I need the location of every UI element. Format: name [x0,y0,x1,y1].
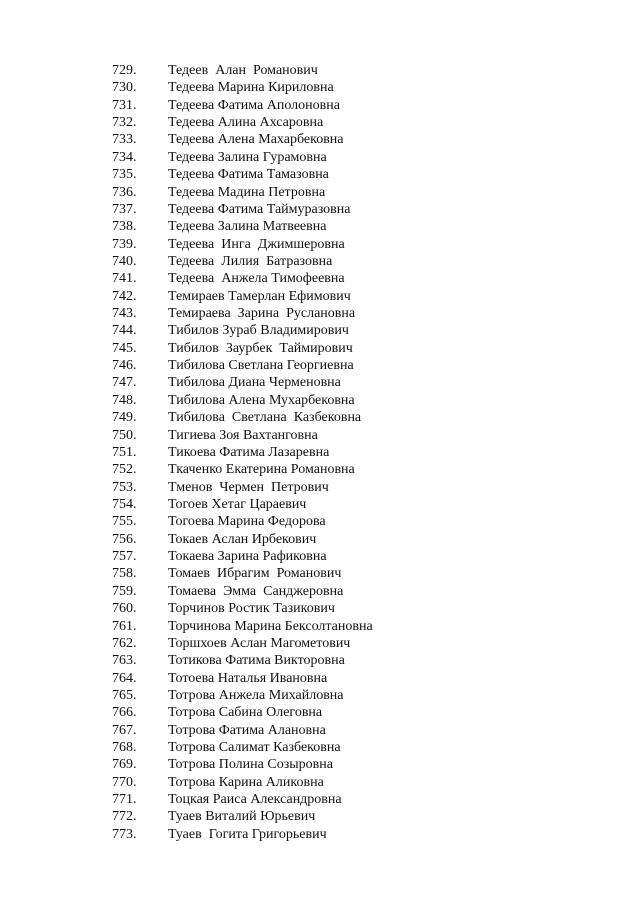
list-item-number: 729. [112,63,137,78]
list-item-name: Токаев Аслан Ирбекович [168,531,317,547]
list-item-name: Ткаченко Екатерина Романовна [168,462,355,478]
list-item-number: 734. [112,149,137,165]
list-item [0,774,640,791]
list-item-number: 739. [112,236,137,252]
list-item-name: Тедеева Залина Матвеевна [168,219,327,235]
list-item-number: 759. [112,583,137,599]
list-item-number: 762. [112,635,137,651]
list-item-name: Тотрова Анжела Михайловна [168,687,344,703]
list-item-name: Тедеева Марина Кириловна [168,80,334,96]
list-item [0,670,640,687]
list-item-name: Тедеева Фатима Аполоновна [168,97,340,113]
list-item-number: 752. [112,462,137,478]
list-item-name: Тедеева Фатима Таймуразовна [168,201,351,217]
list-item [0,184,640,201]
list-item-number: 735. [112,167,137,183]
list-item-number: 730. [112,80,137,96]
list-item-number: 769. [112,757,137,773]
list-item-name: Томаев Ибрагим Романович [168,566,342,582]
list-item [0,808,640,825]
list-item-name: Тотоева Наталья Ивановна [168,670,328,686]
list-item-name: Тотрова Салимат Казбековна [168,740,341,756]
list-item [0,739,640,756]
list-item-number: 733. [112,132,137,148]
list-item-number: 744. [112,323,137,339]
list-item [0,791,640,808]
list-item [0,218,640,235]
list-item [0,374,640,391]
list-item-number: 749. [112,410,137,426]
list-item [0,513,640,530]
list-item-number: 743. [112,306,137,322]
list-item-name: Тикоева Фатима Лазаревна [168,444,330,460]
list-item-number: 767. [112,722,137,738]
list-item [0,322,640,339]
list-item-name: Тотрова Карина Аликовна [168,774,324,790]
list-item-number: 763. [112,653,137,669]
list-item [0,166,640,183]
list-item-number: 766. [112,705,137,721]
list-item [0,62,640,79]
list-item [0,479,640,496]
list-item-name: Торчинова Марина Бексолтановна [168,618,373,634]
list-item [0,357,640,374]
list-item [0,114,640,131]
list-item [0,652,640,669]
list-item [0,79,640,96]
list-item [0,131,640,148]
list-item [0,340,640,357]
list-item-name: Тедеева Инга Джимшеровна [168,236,345,252]
list-item [0,548,640,565]
list-item-number: 758. [112,566,137,582]
list-item [0,253,640,270]
list-item-number: 731. [112,97,137,113]
list-item-name: Тотрова Полина Созыровна [168,757,333,773]
list-item [0,305,640,322]
name-list [0,62,640,843]
list-item [0,722,640,739]
list-item-number: 753. [112,479,137,495]
list-item-name: Тогоева Марина Федорова [168,514,326,530]
list-item-number: 760. [112,601,137,617]
list-item-number: 745. [112,340,137,356]
list-item-name: Торчинов Ростик Тазикович [168,601,335,617]
list-item-name: Тотрова Сабина Олеговна [168,705,323,721]
list-item-number: 742. [112,288,137,304]
list-item-number: 768. [112,740,137,756]
list-item-name: Тедеева Алина Ахсаровна [168,115,324,131]
list-item-name: Тедеева Залина Гурамовна [168,149,327,165]
list-item-name: Тибилова Светлана Казбековна [168,410,362,426]
list-item-name: Томаева Эмма Санджеровна [168,583,344,599]
list-item-name: Токаева Зарина Рафиковна [168,549,327,565]
list-item-number: 756. [112,531,137,547]
list-item-name: Тедеева Фатима Тамазовна [168,167,329,183]
list-item-name: Тедеева Анжела Тимофеевна [168,271,345,287]
list-item [0,392,640,409]
list-item [0,756,640,773]
list-item-name: Тибилова Алена Мухарбековна [168,392,355,408]
list-item-number: 750. [112,427,137,443]
list-item-number: 773. [112,826,137,842]
list-item-name: Тедеев Алан Романович [168,63,318,78]
list-item-number: 755. [112,514,137,530]
list-item-name: Тедеева Лилия Батразовна [168,253,333,269]
list-item-name: Тедеева Мадина Петровна [168,184,326,200]
list-item [0,687,640,704]
list-item [0,270,640,287]
list-item-name: Тибилова Диана Черменовна [168,375,341,391]
list-item [0,97,640,114]
list-item-number: 748. [112,392,137,408]
list-item [0,600,640,617]
list-item-number: 737. [112,201,137,217]
list-item-number: 736. [112,184,137,200]
list-item [0,427,640,444]
list-item-name: Тибилов Зураб Владимирович [168,323,349,339]
list-item [0,236,640,253]
list-item-number: 738. [112,219,137,235]
list-item-name: Тоцкая Раиса Александровна [168,792,342,808]
list-item-name: Тотрова Фатима Алановна [168,722,326,738]
list-item [0,201,640,218]
list-item-number: 740. [112,253,137,269]
list-item [0,444,640,461]
list-item-name: Тотикова Фатима Викторовна [168,653,345,669]
list-item-name: Тигиева Зоя Вахтанговна [168,427,318,443]
list-item-number: 771. [112,792,137,808]
list-item-number: 746. [112,358,137,374]
list-item-name: Темираев Тамерлан Ефимович [168,288,351,304]
list-item-number: 751. [112,444,137,460]
list-item-number: 757. [112,549,137,565]
list-item-name: Тедеева Алена Махарбековна [168,132,344,148]
list-item [0,565,640,582]
list-item-number: 732. [112,115,137,131]
list-item-name: Тменов Чермен Петрович [168,479,329,495]
list-item-name: Тибилов Заурбек Таймирович [168,340,353,356]
list-item-number: 772. [112,809,137,825]
list-item [0,583,640,600]
list-item [0,149,640,166]
list-item [0,704,640,721]
list-item-name: Тибилова Светлана Георгиевна [168,358,354,374]
list-item [0,531,640,548]
list-item-name: Тогоев Хетаг Цараевич [168,496,307,512]
list-item-number: 747. [112,375,137,391]
list-item [0,496,640,513]
list-item [0,826,640,843]
list-item [0,461,640,478]
list-item-number: 741. [112,271,137,287]
list-item [0,618,640,635]
list-item [0,635,640,652]
list-item [0,409,640,426]
list-item-number: 770. [112,774,137,790]
list-item-name: Темираева Зарина Руслановна [168,306,356,322]
list-item-name: Торшхоев Аслан Магометович [168,635,351,651]
list-item-number: 761. [112,618,137,634]
list-item-number: 764. [112,670,137,686]
list-item-name: Туаев Гогита Григорьевич [168,826,327,842]
list-item [0,288,640,305]
list-item-number: 754. [112,496,137,512]
list-item-name: Туаев Виталий Юрьевич [168,809,316,825]
list-item-number: 765. [112,687,137,703]
